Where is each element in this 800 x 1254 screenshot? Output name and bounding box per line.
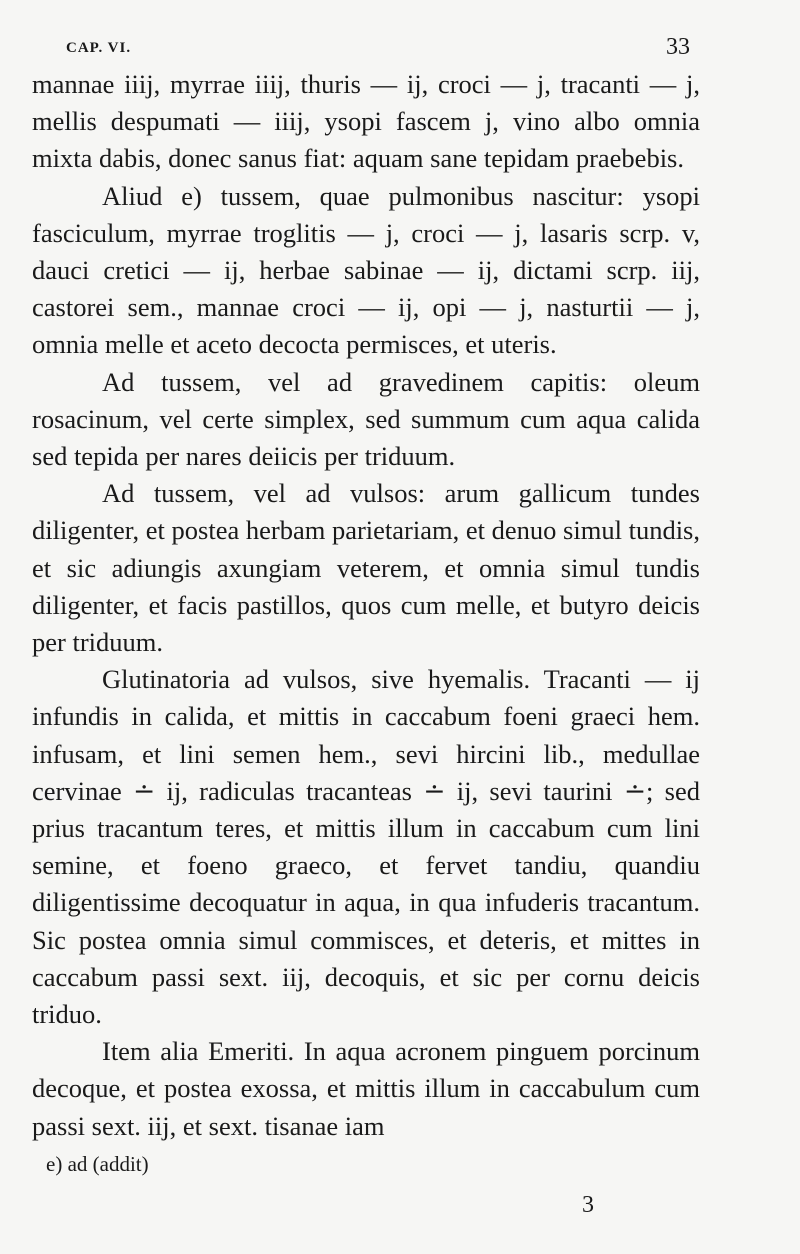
paragraph: Aliud e) tussem, quae pulmonibus nascitur: ysopi fasciculum, myrrae troglitis — j, croci — j, lasaris scrp. v, dauci cretici — ij, herbae sabinae — ij, dictami scrp. iij, castorei sem., mannae croci — ij, opi — j, nasturtii — j, omnia melle et aceto decocta permisces, et uteris. xyxy=(32,180,700,360)
running-head: CAP. VI. xyxy=(66,40,132,56)
paragraph: Ad tussem, vel ad gravedinem capitis: oleum rosacinum, vel certe simplex, sed summum cum aqua calida sed tepida per nares deiicis per triduum. xyxy=(32,366,700,472)
paragraph: mannae iiij, myrrae iiij, thuris — ij, croci — j, tracanti — j, mellis despumati — iiij, ysopi fascem j, vino albo omnia mixta dabis, donec sanus fiat: aquam sane tepidam praebebis. xyxy=(32,69,700,174)
paragraph: Glutinatoria ad vulsos, sive hyemalis. Tracanti — ij infundis in calida, et mittis in caccabum foeni graeci hem. infusam, et lini semen hem., sevi hircini lib., medullae cervinae ∸ ij, radiculas tracanteas ∸ ij, sevi taurini ∸; sed prius tracantum teres, et mittis illum in caccabum cum lini semine, et foeno graeco, et fervet tandiu, quandiu diligentissime decoquatur in aqua, in qua infuderis tracantum. Sic postea omnia simul commisces, et deteris, et mittes in caccabum passi sext. iij, decoquis, et sic per cornu deicis triduo. xyxy=(32,664,700,1030)
paragraph: Ad tussem, vel ad vulsos: arum gallicum tundes diligenter, et postea herbam parietariam, et denuo simul tundis, et sic adiungis axungiam veterem, et omnia simul tundis diligenter, et facis pastillos, quos cum melle, et butyro deicis per triduum. xyxy=(32,478,700,658)
body-text xyxy=(32,66,700,1145)
signature-mark: 3 xyxy=(582,1192,594,1218)
page-header xyxy=(66,34,690,68)
page-number: 33 xyxy=(666,34,690,60)
paragraph: Item alia Emeriti. In aqua acronem pinguem porcinum decoque, et postea exossa, et mittis illum in caccabulum cum passi sext. iij, et sext. tisanae iam xyxy=(32,1036,700,1141)
footnote: e) ad (addit) xyxy=(46,1152,149,1176)
